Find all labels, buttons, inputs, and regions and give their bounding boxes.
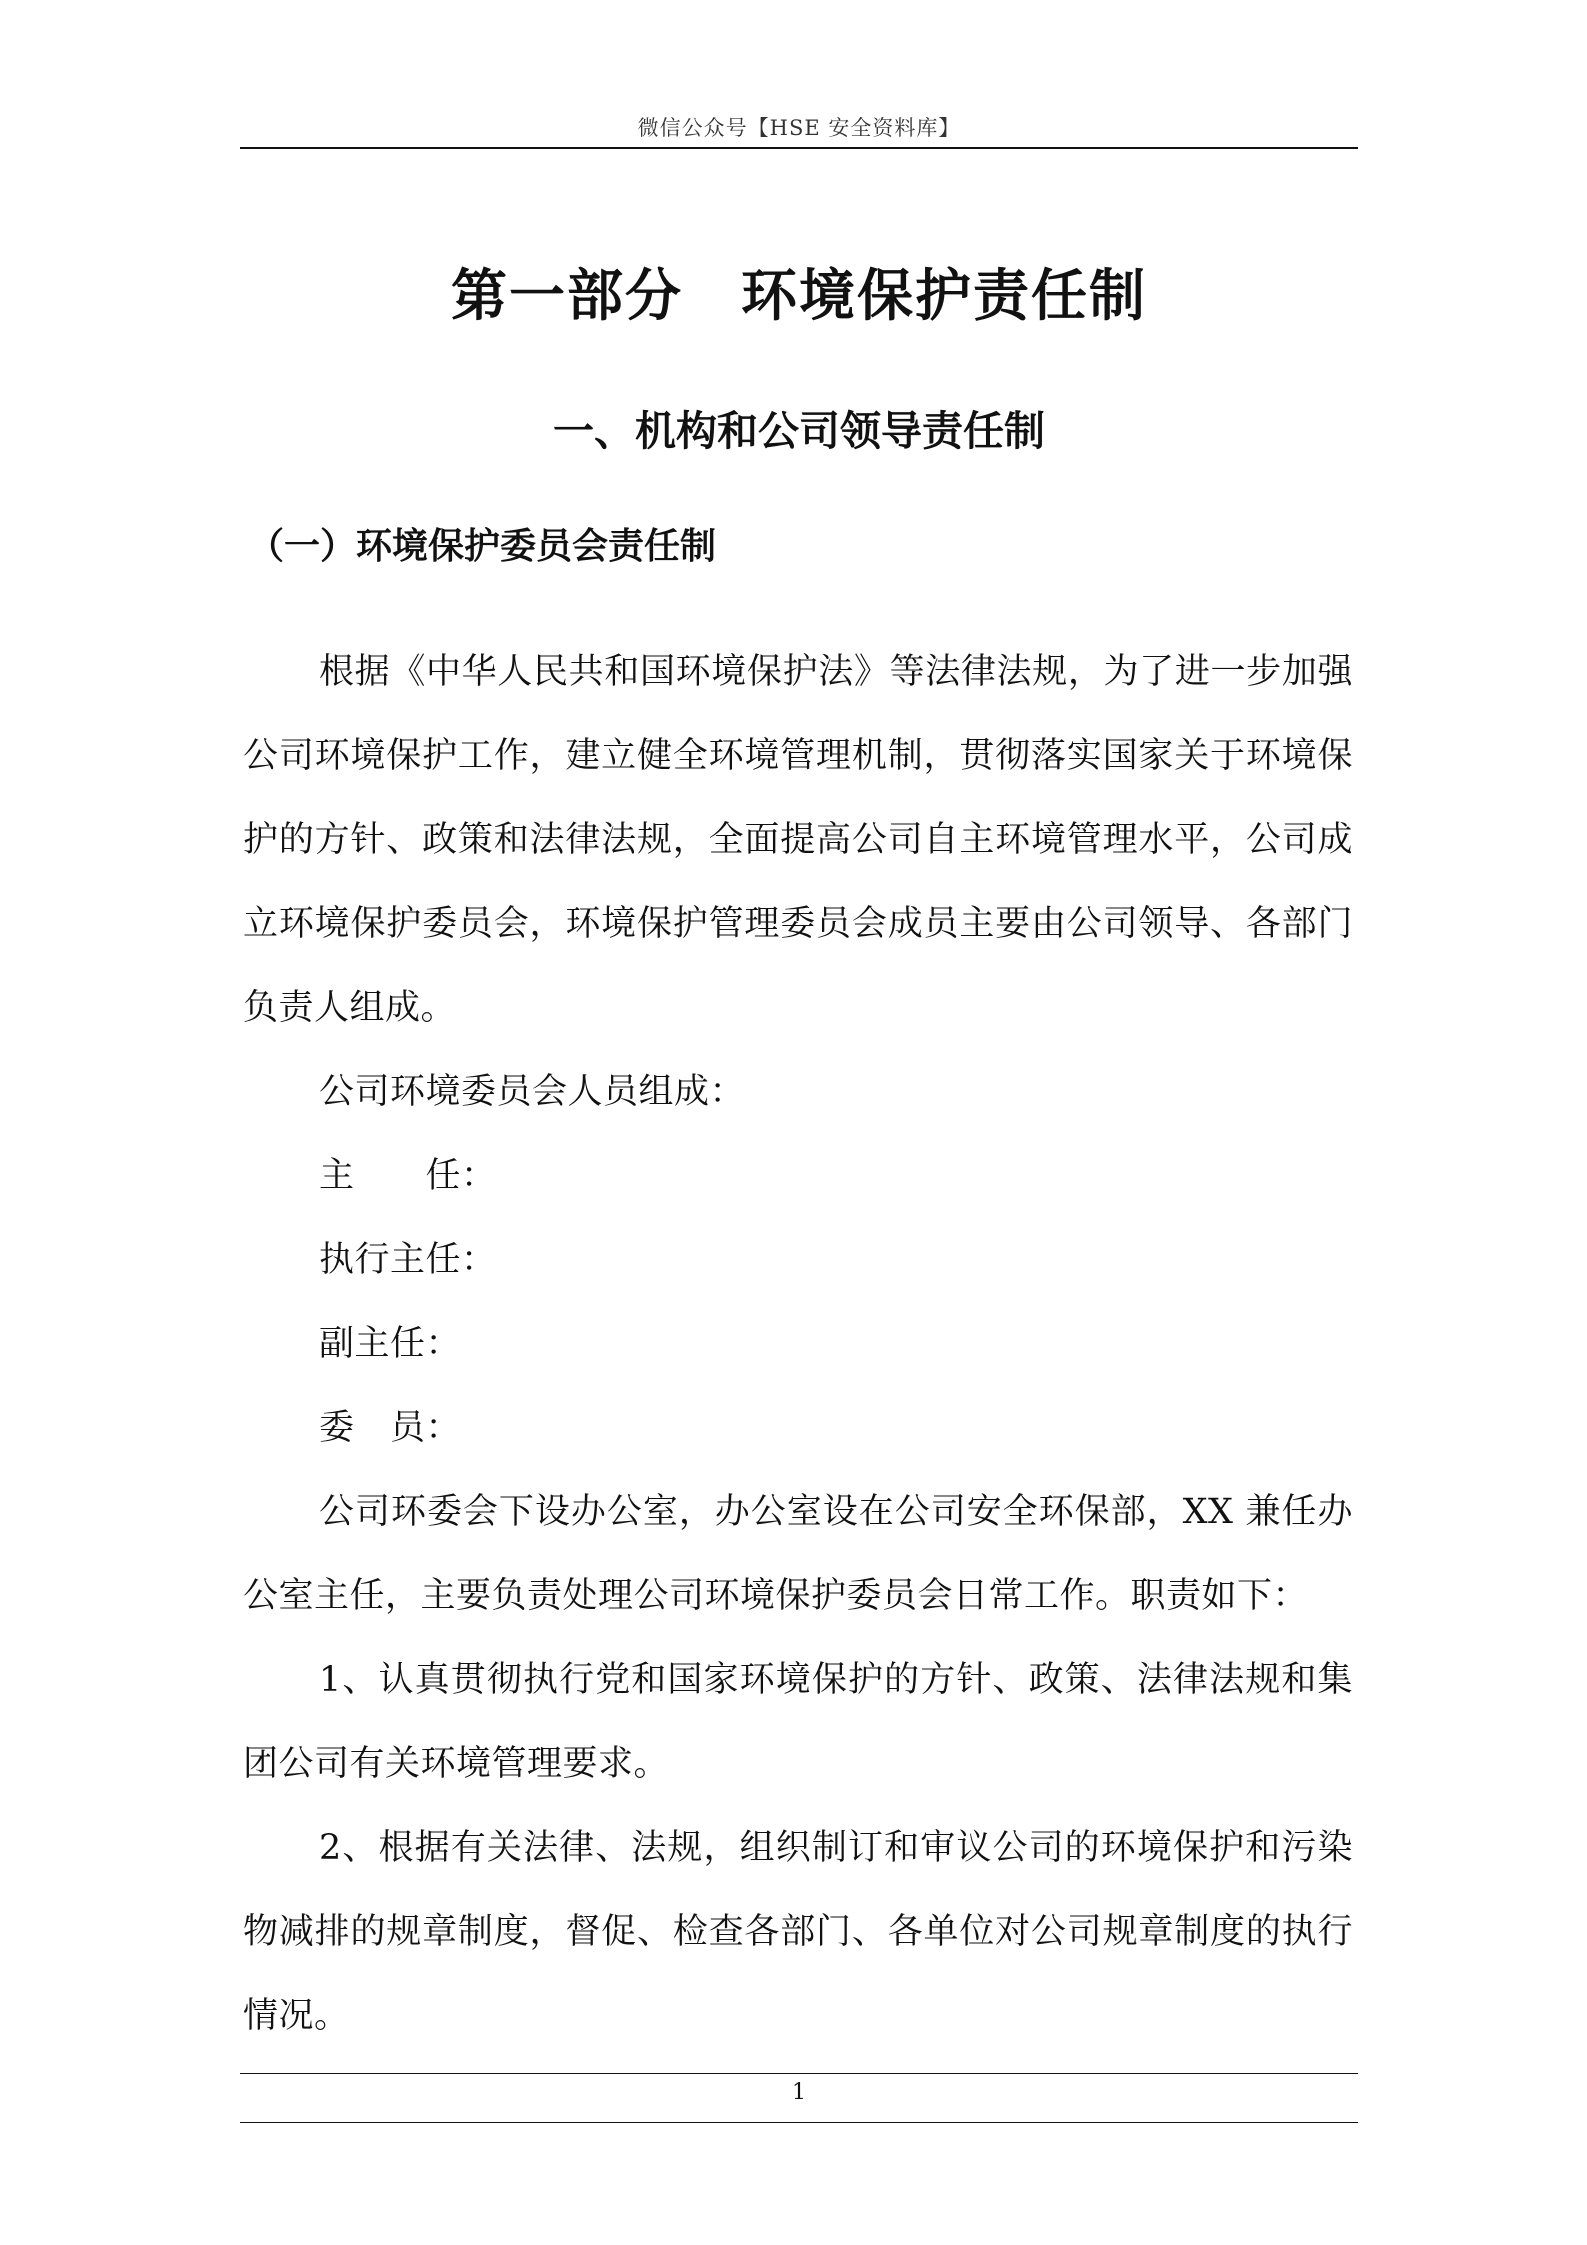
page-number: 1 bbox=[792, 2080, 806, 2105]
intro-paragraph: 根据《中华人民共和国环境保护法》等法律法规，为了进一步加强公司环境保护工作，建立健全环境管理机制，贯彻落实国家关于环境保护的方针、政策和法律法规，全面提高公司自主环境管理水平，公司成立环境保护委员会，环境保护管理委员会成员主要由公司领导、各部门负责人组成。 bbox=[243, 652, 1353, 1028]
committee-composition-label: 公司环境委员会人员组成： bbox=[319, 1072, 746, 1112]
duty-item: 1、认真贯彻执行党和国家环境保护的方针、政策、法律法规和集团公司有关环境管理要求。 bbox=[243, 1660, 1353, 1784]
member-director: 主 任： bbox=[319, 1156, 497, 1196]
subsection-title: （一）环境保护委员会责任制 bbox=[248, 525, 717, 567]
footer-rule-bottom bbox=[240, 2122, 1358, 2123]
member-committee-members: 委 员： bbox=[319, 1408, 462, 1448]
duty-item: 2、根据有关法律、法规，组织制订和审议公司的环境保护和污染物减排的规章制度，督促、检查各部门、各单位对公司规章制度的执行情况。 bbox=[243, 1828, 1353, 2036]
footer-rule-top bbox=[240, 2073, 1358, 2074]
page-header: 微信公众号【HSE 安全资料库】 bbox=[637, 116, 961, 140]
document-body bbox=[243, 630, 1353, 2058]
member-deputy-director: 副主任： bbox=[319, 1324, 462, 1364]
document-title: 第一部分 环境保护责任制 bbox=[451, 263, 1147, 329]
office-paragraph: 公司环委会下设办公室，办公室设在公司安全环保部，XX 兼任办公室主任，主要负责处理公司环境保护委员会日常工作。职责如下： bbox=[243, 1492, 1353, 1616]
header-rule bbox=[240, 147, 1358, 149]
section-title: 一、机构和公司领导责任制 bbox=[553, 407, 1045, 455]
member-executive-director: 执行主任： bbox=[319, 1240, 497, 1280]
